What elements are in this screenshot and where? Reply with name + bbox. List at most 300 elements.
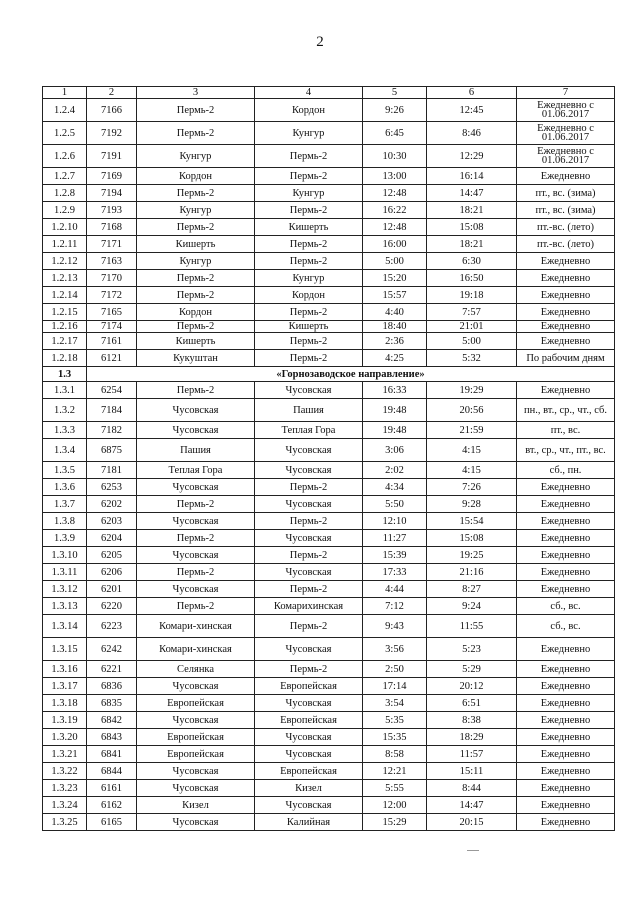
train-number: 7172 [87,287,137,304]
departure-station: Пермь-2 [137,496,255,513]
arrival-time: 15:11 [427,763,517,780]
schedule-days: пт., вс. (зима) [517,185,615,202]
table-row [43,168,615,185]
departure-station: Чусовская [137,399,255,422]
arrival-time: 16:50 [427,270,517,287]
arrival-time: 9:24 [427,598,517,615]
train-number: 7192 [87,122,137,145]
arrival-time: 7:57 [427,304,517,321]
train-number: 7194 [87,185,137,202]
arrival-station: Кишерть [255,321,363,333]
arrival-time: 14:47 [427,185,517,202]
row-number: 1.3.17 [43,678,87,695]
departure-time: 15:29 [363,814,427,831]
schedule-days: Ежедневно [517,270,615,287]
table-row [43,270,615,287]
column-number-row [43,87,615,99]
departure-time: 16:33 [363,382,427,399]
departure-station: Теплая Гора [137,462,255,479]
table-row [43,496,615,513]
table-row [43,746,615,763]
departure-station: Чусовская [137,814,255,831]
departure-station: Чусовская [137,513,255,530]
arrival-time: 15:08 [427,219,517,236]
arrival-station: Пермь-2 [255,513,363,530]
schedule-days: сб., вс. [517,598,615,615]
table-row [43,712,615,729]
schedule-days: Ежедневно [517,763,615,780]
arrival-time: 6:30 [427,253,517,270]
arrival-time: 4:15 [427,439,517,462]
row-number: 1.3.21 [43,746,87,763]
train-number: 7181 [87,462,137,479]
train-number: 6221 [87,661,137,678]
row-number: 1.2.8 [43,185,87,202]
schedule-days: Ежедневно [517,564,615,581]
arrival-station: Пермь-2 [255,168,363,185]
table-row [43,678,615,695]
train-number: 7169 [87,168,137,185]
table-row [43,321,615,333]
train-number: 6841 [87,746,137,763]
schedule-days: Ежедневно [517,695,615,712]
table-row [43,219,615,236]
arrival-time: 5:23 [427,638,517,661]
row-number: 1.3.1 [43,382,87,399]
departure-time: 19:48 [363,422,427,439]
row-number: 1.3.2 [43,399,87,422]
departure-time: 3:06 [363,439,427,462]
row-number: 1.3.4 [43,439,87,462]
departure-time: 9:26 [363,99,427,122]
row-number: 1.3.18 [43,695,87,712]
departure-time: 4:34 [363,479,427,496]
train-number: 6254 [87,382,137,399]
departure-station: Кордон [137,168,255,185]
schedule-days: Ежедневно [517,746,615,763]
schedule-days: Ежедневно [517,168,615,185]
departure-station: Чусовская [137,712,255,729]
column-number: 5 [363,87,427,99]
arrival-time: 16:14 [427,168,517,185]
departure-time: 17:33 [363,564,427,581]
scan-mark [467,850,479,851]
schedule-days: Ежедневно [517,780,615,797]
table-row [43,99,615,122]
departure-time: 3:56 [363,638,427,661]
row-number: 1.3.6 [43,479,87,496]
arrival-time: 18:29 [427,729,517,746]
departure-time: 11:27 [363,530,427,547]
departure-time: 10:30 [363,145,427,168]
schedule-days: Ежедневно [517,547,615,564]
arrival-station: Чусовская [255,797,363,814]
schedule-days: Ежедневно [517,253,615,270]
arrival-station: Чусовская [255,695,363,712]
train-number: 6843 [87,729,137,746]
row-number: 1.2.4 [43,99,87,122]
arrival-time: 5:00 [427,333,517,350]
departure-time: 12:48 [363,219,427,236]
column-number: 2 [87,87,137,99]
departure-station: Пермь-2 [137,270,255,287]
train-number: 7182 [87,422,137,439]
departure-station: Европейская [137,729,255,746]
table-row [43,202,615,219]
departure-station: Пермь-2 [137,122,255,145]
schedule-days: Ежедневно [517,661,615,678]
row-number: 1.3.3 [43,422,87,439]
column-number: 7 [517,87,615,99]
table-row [43,513,615,530]
departure-time: 5:00 [363,253,427,270]
row-number: 1.2.18 [43,350,87,367]
arrival-time: 12:45 [427,99,517,122]
arrival-time: 20:56 [427,399,517,422]
departure-time: 6:45 [363,122,427,145]
schedule-days: Ежедневно [517,287,615,304]
arrival-time: 6:51 [427,695,517,712]
schedule-days: Ежедневно [517,814,615,831]
departure-time: 12:00 [363,797,427,814]
departure-station: Пермь-2 [137,219,255,236]
row-number: 1.2.16 [43,321,87,333]
departure-time: 16:00 [363,236,427,253]
departure-time: 16:22 [363,202,427,219]
row-number: 1.3.8 [43,513,87,530]
row-number: 1.3.25 [43,814,87,831]
schedule-days: Ежедневно с 01.06.2017 [517,145,615,168]
schedule-days: сб., пн. [517,462,615,479]
departure-time: 4:44 [363,581,427,598]
arrival-time: 19:29 [427,382,517,399]
table-row [43,333,615,350]
table-row [43,350,615,367]
train-number: 6844 [87,763,137,780]
train-number: 6121 [87,350,137,367]
train-number: 6835 [87,695,137,712]
arrival-time: 5:32 [427,350,517,367]
schedule-days: пт.-вс. (лето) [517,219,615,236]
row-number: 1.2.14 [43,287,87,304]
train-number: 7184 [87,399,137,422]
schedule-days: вт., ср., чт., пт., вс. [517,439,615,462]
departure-time: 7:12 [363,598,427,615]
table-row [43,479,615,496]
arrival-time: 20:12 [427,678,517,695]
arrival-station: Теплая Гора [255,422,363,439]
arrival-station: Калийная [255,814,363,831]
table-row [43,695,615,712]
table-row [43,581,615,598]
table-row [43,439,615,462]
arrival-station: Кишерть [255,219,363,236]
arrival-station: Чусовская [255,462,363,479]
row-number: 1.3.24 [43,797,87,814]
departure-station: Чусовская [137,479,255,496]
departure-time: 15:35 [363,729,427,746]
row-number: 1.2.10 [43,219,87,236]
arrival-station: Пермь-2 [255,350,363,367]
column-number: 1 [43,87,87,99]
train-number: 6842 [87,712,137,729]
departure-station: Пермь-2 [137,185,255,202]
arrival-station: Кордон [255,287,363,304]
arrival-time: 7:26 [427,479,517,496]
arrival-station: Пермь-2 [255,547,363,564]
arrival-station: Пермь-2 [255,145,363,168]
schedule-days: пт., вс. [517,422,615,439]
arrival-time: 9:28 [427,496,517,513]
train-number: 7171 [87,236,137,253]
table-row [43,547,615,564]
departure-time: 4:25 [363,350,427,367]
arrival-station: Кунгур [255,270,363,287]
schedule-days: Ежедневно [517,797,615,814]
departure-station: Кишерть [137,333,255,350]
departure-station: Чусовская [137,422,255,439]
arrival-time: 21:16 [427,564,517,581]
row-number: 1.2.17 [43,333,87,350]
train-number: 6161 [87,780,137,797]
arrival-station: Пермь-2 [255,581,363,598]
departure-station: Пермь-2 [137,382,255,399]
table-row [43,661,615,678]
arrival-station: Чусовская [255,530,363,547]
arrival-station: Пермь-2 [255,202,363,219]
train-number: 7166 [87,99,137,122]
train-number: 7174 [87,321,137,333]
schedule-days: Ежедневно [517,382,615,399]
arrival-time: 18:21 [427,202,517,219]
row-number: 1.2.6 [43,145,87,168]
train-number: 6162 [87,797,137,814]
arrival-station: Европейская [255,763,363,780]
arrival-station: Пашия [255,399,363,422]
arrival-station: Пермь-2 [255,236,363,253]
departure-station: Пашия [137,439,255,462]
train-number: 6875 [87,439,137,462]
departure-station: Пермь-2 [137,99,255,122]
row-number: 1.3.22 [43,763,87,780]
schedule-days: Ежедневно [517,712,615,729]
arrival-station: Пермь-2 [255,479,363,496]
departure-time: 15:20 [363,270,427,287]
row-number: 1.2.12 [43,253,87,270]
row-number: 1.2.7 [43,168,87,185]
column-number: 3 [137,87,255,99]
departure-time: 12:21 [363,763,427,780]
arrival-station: Пермь-2 [255,333,363,350]
departure-time: 4:40 [363,304,427,321]
train-number: 7191 [87,145,137,168]
departure-time: 18:40 [363,321,427,333]
table-row [43,287,615,304]
arrival-time: 15:08 [427,530,517,547]
departure-station: Кунгур [137,202,255,219]
row-number: 1.2.11 [43,236,87,253]
departure-station: Европейская [137,746,255,763]
table-row [43,638,615,661]
departure-station: Пермь-2 [137,598,255,615]
table-row [43,462,615,479]
departure-station: Кишерть [137,236,255,253]
arrival-station: Чусовская [255,638,363,661]
schedule-days: Ежедневно с 01.06.2017 [517,122,615,145]
row-number: 1.3.7 [43,496,87,513]
table-row [43,530,615,547]
departure-station: Чусовская [137,780,255,797]
arrival-time: 11:55 [427,615,517,638]
table-row [43,598,615,615]
arrival-time: 4:15 [427,462,517,479]
arrival-time: 8:44 [427,780,517,797]
train-number: 6253 [87,479,137,496]
arrival-station: Европейская [255,712,363,729]
arrival-time: 11:57 [427,746,517,763]
arrival-station: Кунгур [255,122,363,145]
departure-station: Кунгур [137,145,255,168]
arrival-station: Чусовская [255,564,363,581]
page-number: 2 [316,34,324,50]
arrival-time: 5:29 [427,661,517,678]
row-number: 1.2.5 [43,122,87,145]
arrival-station: Кизел [255,780,363,797]
departure-time: 9:43 [363,615,427,638]
schedule-body [43,87,615,831]
row-number: 1.3.20 [43,729,87,746]
train-number: 6201 [87,581,137,598]
train-number: 6203 [87,513,137,530]
table-row [43,122,615,145]
train-number: 6165 [87,814,137,831]
row-number: 1.3.16 [43,661,87,678]
train-number: 7193 [87,202,137,219]
departure-station: Чусовская [137,581,255,598]
schedule-table [42,86,615,831]
departure-time: 13:00 [363,168,427,185]
table-row [43,382,615,399]
row-number: 1.3.12 [43,581,87,598]
arrival-station: Чусовская [255,496,363,513]
departure-station: Чусовская [137,678,255,695]
departure-station: Кукуштан [137,350,255,367]
schedule-days: Ежедневно [517,729,615,746]
row-number: 1.2.9 [43,202,87,219]
departure-station: Чусовская [137,547,255,564]
row-number: 1.3.5 [43,462,87,479]
arrival-time: 21:59 [427,422,517,439]
departure-station: Пермь-2 [137,321,255,333]
table-row [43,304,615,321]
table-row [43,185,615,202]
arrival-time: 8:46 [427,122,517,145]
departure-station: Европейская [137,695,255,712]
arrival-time: 14:47 [427,797,517,814]
arrival-station: Пермь-2 [255,304,363,321]
departure-station: Пермь-2 [137,564,255,581]
arrival-time: 12:29 [427,145,517,168]
train-number: 6205 [87,547,137,564]
schedule-days: Ежедневно [517,638,615,661]
arrival-station: Чусовская [255,746,363,763]
schedule-days: Ежедневно [517,304,615,321]
departure-station: Кунгур [137,253,255,270]
departure-station: Пермь-2 [137,530,255,547]
schedule-days: Ежедневно [517,333,615,350]
row-number: 1.3.19 [43,712,87,729]
train-number: 7165 [87,304,137,321]
arrival-station: Пермь-2 [255,661,363,678]
departure-station: Комари-хинская [137,615,255,638]
train-number: 6223 [87,615,137,638]
departure-time: 5:55 [363,780,427,797]
arrival-time: 20:15 [427,814,517,831]
table-row [43,763,615,780]
table-row [43,564,615,581]
departure-station: Пермь-2 [137,287,255,304]
train-number: 6836 [87,678,137,695]
arrival-station: Кунгур [255,185,363,202]
arrival-station: Пермь-2 [255,253,363,270]
table-row [43,797,615,814]
schedule-days: пн., вт., ср., чт., сб. [517,399,615,422]
schedule-days: Ежедневно [517,479,615,496]
train-number: 6204 [87,530,137,547]
table-row [43,253,615,270]
column-number: 6 [427,87,517,99]
train-number: 7168 [87,219,137,236]
departure-time: 12:48 [363,185,427,202]
arrival-station: Комарихинская [255,598,363,615]
arrival-time: 19:25 [427,547,517,564]
train-number: 7170 [87,270,137,287]
train-number: 6206 [87,564,137,581]
departure-station: Комари-хинская [137,638,255,661]
row-number: 1.2.15 [43,304,87,321]
schedule-days: Ежедневно [517,530,615,547]
schedule-days: Ежедневно [517,496,615,513]
schedule-days: Ежедневно [517,513,615,530]
table-row [43,422,615,439]
arrival-time: 8:27 [427,581,517,598]
train-number: 7161 [87,333,137,350]
arrival-time: 21:01 [427,321,517,333]
departure-station: Селянка [137,661,255,678]
arrival-station: Кордон [255,99,363,122]
schedule-days: пт.-вс. (лето) [517,236,615,253]
row-number: 1.3.14 [43,615,87,638]
departure-station: Чусовская [137,763,255,780]
table-row [43,236,615,253]
departure-time: 2:36 [363,333,427,350]
row-number: 1.3.9 [43,530,87,547]
row-number: 1.3.23 [43,780,87,797]
arrival-station: Чусовская [255,729,363,746]
departure-time: 12:10 [363,513,427,530]
arrival-time: 19:18 [427,287,517,304]
arrival-station: Чусовская [255,439,363,462]
section-number: 1.3 [43,367,87,382]
arrival-time: 18:21 [427,236,517,253]
row-number: 1.3.11 [43,564,87,581]
departure-time: 17:14 [363,678,427,695]
train-number: 6242 [87,638,137,661]
arrival-station: Европейская [255,678,363,695]
schedule-days: Ежедневно [517,678,615,695]
departure-time: 2:50 [363,661,427,678]
column-number: 4 [255,87,363,99]
